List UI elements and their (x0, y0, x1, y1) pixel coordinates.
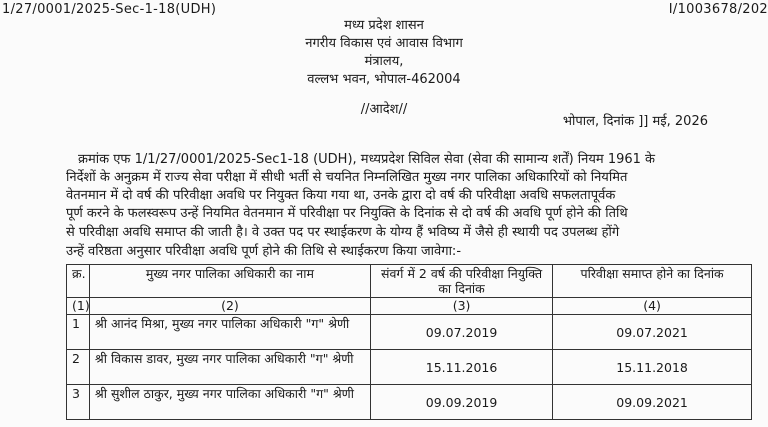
body-line-4: पूर्ण करने के फलस्वरूप उन्हें नियमित वेतनमान में परिवीक्षा पर नियुक्ति के दिनांक से दो वर्ष की अवधि पूर्ण होने की तिथि (66, 206, 628, 221)
government-name: मध्य प्रदेश शासन (344, 18, 424, 33)
officer-name: श्री आनंद मिश्रा, मुख्य नगर पालिका अधिकारी "ग" श्रेणी (89, 315, 370, 350)
column-number: (4) (553, 298, 752, 315)
serial-number: 1 (67, 315, 90, 350)
header-probation-end-date: परिवीक्षा समाप्त होने का दिनांक (553, 265, 752, 298)
officer-name: श्री विकास डावर, मुख्य नगर पालिका अधिकारी "ग" श्रेणी (89, 350, 370, 385)
reference-number-left: 1/27/0001/2025-Sec-1-18(UDH) (2, 2, 217, 17)
officers-table (66, 264, 752, 420)
appointment-date: 09.09.2019 (370, 385, 552, 420)
appointment-date: 09.07.2019 (370, 315, 552, 350)
column-number: (1) (67, 298, 90, 315)
probation-end-date: 09.07.2021 (553, 315, 752, 350)
officer-name: श्री सुशील ठाकुर, मुख्य नगर पालिका अधिकारी "ग" श्रेणी (89, 385, 370, 420)
body-line-6: उन्हें वरिष्ठता अनुसार परिवीक्षा अवधि पूर्ण होने की तिथि से स्थाईकरण किया जावेगा:- (66, 244, 462, 259)
order-title: //आदेश// (360, 102, 408, 117)
body-line-1: क्रमांक एफ 1/1/27/0001/2025-Sec1-18 (UDH), मध्यप्रदेश सिविल सेवा (सेवा की सामान्य शर्तें) नियम 1961 के (78, 152, 656, 167)
column-number: (3) (370, 298, 552, 315)
department-name: नगरीय विकास एवं आवास विभाग (305, 36, 463, 51)
body-line-3: वेतनमान में दो वर्ष की परिवीक्षा अवधि पर नियुक्त किया गया था, उनके द्वारा दो वर्ष की परिवीक्षा अवधि सफलतापूर्वक (66, 188, 616, 203)
header-appointment-date: संवर्ग में 2 वर्ष की परिवीक्षा नियुक्ति का दिनांक (370, 265, 552, 298)
header-serial: क्र. (67, 265, 90, 298)
reference-number-right: I/1003678/202 (668, 2, 768, 17)
probation-end-date: 09.09.2021 (553, 385, 752, 420)
serial-number: 3 (67, 385, 90, 420)
table-header-row (67, 265, 752, 298)
appointment-date: 15.11.2016 (370, 350, 552, 385)
place-date: भोपाल, दिनांक ]] मई, 2026 (562, 114, 708, 129)
serial-number: 2 (67, 350, 90, 385)
office-address: वल्लभ भवन, भोपाल-462004 (307, 72, 461, 87)
body-line-2: निर्देशों के अनुक्रम में राज्य सेवा परीक्षा में सीधी भर्ती से चयनित निम्नलिखित मुख्य नगर पालिका अधिकारियों को नियमित (66, 170, 628, 185)
body-line-5: से परिवीक्षा अवधि समाप्त की जाती है। वे उक्त पद पर स्थाईकरण के योग्य हैं भविष्य में जैसे ही स्थायी पद उपलब्ध होंगे (66, 225, 620, 240)
header-officer-name: मुख्य नगर पालिका अधिकारी का नाम (89, 265, 370, 298)
column-number-row (67, 298, 752, 315)
table-row (67, 315, 752, 350)
column-number: (2) (89, 298, 370, 315)
ministry-name: मंत्रालय, (364, 54, 404, 69)
table-row (67, 350, 752, 385)
probation-end-date: 15.11.2018 (553, 350, 752, 385)
table-row (67, 385, 752, 420)
